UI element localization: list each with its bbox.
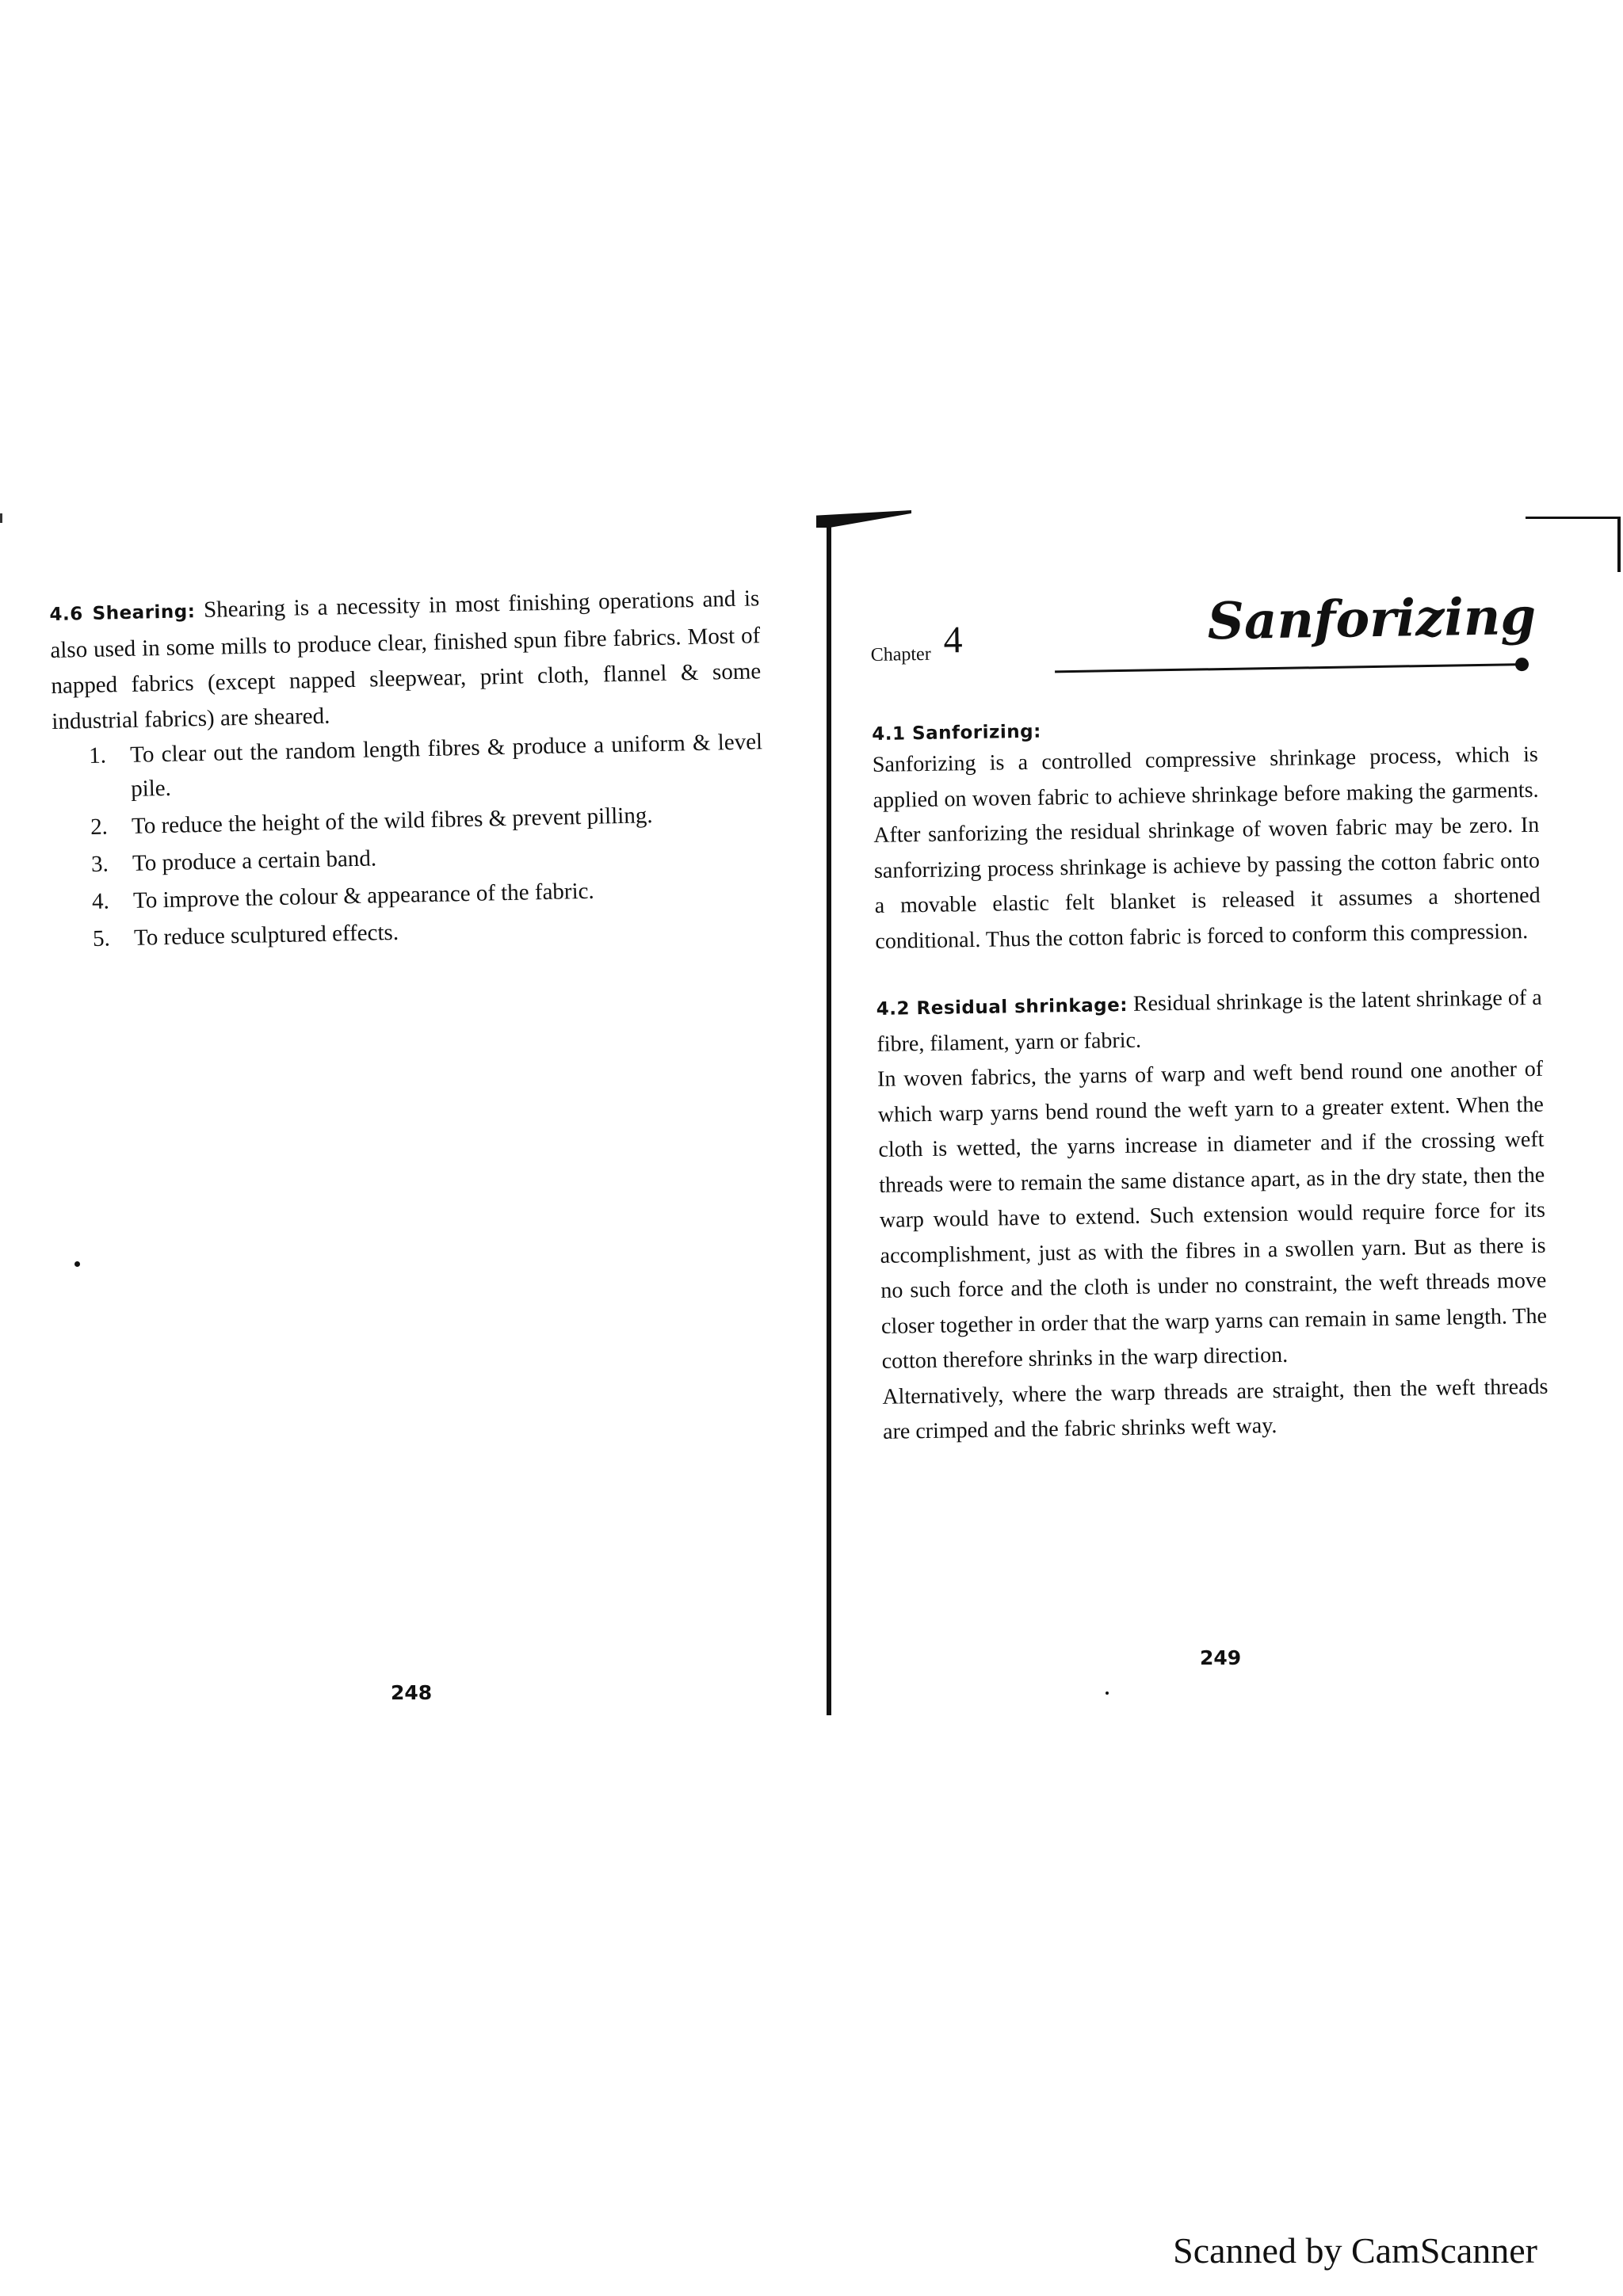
list-item <box>52 725 764 808</box>
list-item-text: To clear out the random length fibres & produce a uniform & level pile. <box>129 729 763 802</box>
section-heading-sanforizing: 4.1 Sanforizing: <box>872 721 1042 745</box>
residual-shrinkage-paragraph: In woven fabrics, the yarns of warp and weft bend round one another of which warp yarns bend round the weft yarn to a greater extent. When the cloth is wetted, the yarns increase in diameter and if the crossing weft threads were to remain the same distance apart, as in the dry state, then the warp would have to extend. Such extension would require force for its accomplishment, just as with the fibres in a swollen yarn. But as there is no such force and the cloth is under no constraint, the weft threads move closer together in order that the warp yarns can remain in same length. The cotton therefore shrinks in the warp direction. <box>876 1056 1548 1374</box>
list-item-number: 3. <box>90 851 109 877</box>
chapter-title: Sanforizing <box>1207 586 1537 652</box>
residual-shrinkage-definition: Residual shrinkage is the latent shrinkage of a fibre, filament, yarn or fabric. <box>876 985 1542 1057</box>
section-heading-residual-shrinkage: 4.2 Residual shrinkage: <box>876 994 1128 1020</box>
page-number-left: 248 <box>391 1681 433 1704</box>
page-edge-mark <box>0 513 2 523</box>
residual-shrinkage-alternative: Alternatively, where the warp threads are straight, then the weft threads are crimped and the fabric shrinks weft way. <box>882 1374 1549 1444</box>
binding-edge <box>827 523 831 1715</box>
list-item-text: To produce a certain band. <box>132 845 377 876</box>
page-corner-right <box>1526 517 1621 543</box>
chapter-header <box>870 586 1537 721</box>
residual-shrinkage-intro <box>876 981 1542 1062</box>
list-item-text: To reduce sculptured effects. <box>133 919 399 951</box>
speck <box>1106 1691 1109 1695</box>
shearing-purposes-list <box>52 725 767 957</box>
shearing-paragraph <box>49 581 762 740</box>
list-item-number: 1. <box>88 742 107 769</box>
list-item-text: To reduce the height of the wild fibres & prevent pilling. <box>131 803 653 839</box>
list-item-text: To improve the colour & appearance of the fabric. <box>132 878 595 913</box>
chapter-label: Chapter <box>870 643 931 666</box>
list-item-number: 2. <box>90 814 109 840</box>
shearing-intro-text: Shearing is a necessity in most finishing operations and is also used in some mills to produce clear, finished spun fibre fabrics. Most of napped fabrics (except napped sleepwear, print cloth, flannel & some industrial fabrics) are sheared. <box>50 585 762 734</box>
page-number-right: 249 <box>1200 1646 1242 1669</box>
scanner-watermark: Scanned by CamScanner <box>1173 2230 1537 2271</box>
section-heading-shearing: 4.6 Shearing: <box>49 601 196 625</box>
chapter-rule-dot <box>1515 658 1529 671</box>
right-page <box>870 586 1549 1451</box>
chapter-number: 4 <box>943 619 963 662</box>
chapter-title-rule <box>1055 663 1522 673</box>
left-page <box>49 581 766 960</box>
list-item-number: 5. <box>92 925 111 952</box>
speck <box>74 1261 80 1267</box>
list-item-number: 4. <box>91 888 110 914</box>
sanforizing-paragraph: Sanforizing is a controlled compressive shrinkage process, which is applied on woven fabric to achieve shrinkage before making the garments. After sanforizing the residual shrinkage of woven fabric may be zero. In sanforrizing process shrinkage is achieve by passing the cotton fabric onto a movable elastic felt blanket is released it assumes a shortened conditional. Thus the cotton fabric is forced to conform this compression. <box>872 742 1541 954</box>
